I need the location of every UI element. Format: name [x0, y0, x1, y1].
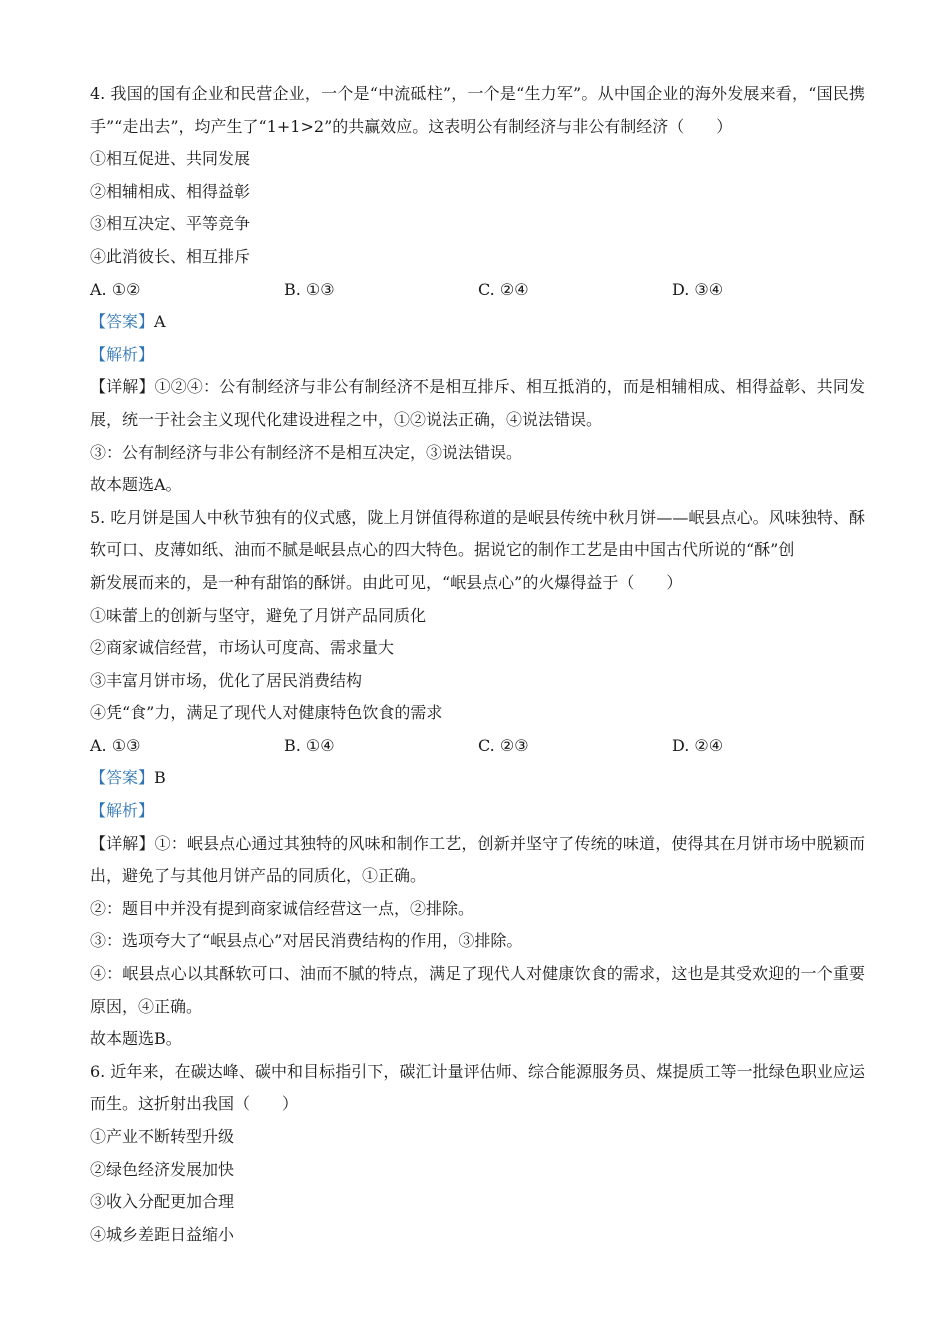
question-6-option-4: ④城乡差距日益缩小	[90, 1224, 235, 1244]
detail-tag: 【详解】	[90, 833, 155, 853]
document-page	[90, 78, 865, 1251]
question-5-option-4: ④凭“食”力，满足了现代人对健康特色饮食的需求	[90, 703, 443, 723]
question-4-option-4: ④此消彼长、相互排斥	[90, 246, 251, 266]
question-5-answer	[90, 762, 865, 795]
question-5-detail-2: ②：题目中并没有提到商家诚信经营这一点，②排除。	[90, 898, 475, 918]
detail-tag: 【详解】	[90, 377, 155, 397]
question-4-conclusion: 故本题选A。	[90, 475, 182, 495]
question-6-stem: 6. 近年来，在碳达峰、碳中和目标指引下，碳汇计量评估师、综合能源服务员、煤提质工等一批绿色职业应运而生。这折射出我国（ ）	[90, 1061, 865, 1114]
question-4-option-3: ③相互决定、平等竞争	[90, 214, 251, 234]
question-5-detail-1	[90, 828, 865, 893]
question-5-analysis-tag: 【解析】	[90, 801, 155, 821]
question-4-option-1: ①相互促进、共同发展	[90, 149, 251, 169]
question-5-option-1: ①味蕾上的创新与坚守，避免了月饼产品同质化	[90, 605, 427, 625]
question-6-option-3: ③收入分配更加合理	[90, 1192, 235, 1212]
question-4-choice-b: B. ①③	[284, 279, 335, 299]
question-5-option-3: ③丰富月饼市场，优化了居民消费结构	[90, 670, 363, 690]
answer-tag: 【答案】	[90, 768, 155, 788]
question-5-conclusion: 故本题选B。	[90, 1029, 182, 1049]
question-5-choice-b: B. ①④	[284, 735, 335, 755]
question-4-detail-2: ③：公有制经济与非公有制经济不是相互决定，③说法错误。	[90, 442, 523, 462]
question-4-choices	[90, 274, 865, 307]
question-4-answer	[90, 306, 865, 339]
question-5-detail-3: ③：选项夸大了“岷县点心”对居民消费结构的作用，③排除。	[90, 931, 523, 951]
question-4-choice-a: A. ①②	[90, 279, 141, 299]
question-6-option-1: ①产业不断转型升级	[90, 1127, 235, 1146]
question-4-detail-1	[90, 371, 865, 436]
question-6-option-2: ②绿色经济发展加快	[90, 1159, 235, 1179]
question-4-choice-d: D. ③④	[672, 279, 724, 299]
detail-text: ①：岷县点心通过其独特的风味和制作工艺，创新并坚守了传统的味道，使得其在月饼市场中脱颖而出，避免了与其他月饼产品的同质化，①正确。	[90, 833, 865, 886]
question-4-option-2: ②相辅相成、相得益彰	[90, 181, 251, 201]
question-4-analysis-tag: 【解析】	[90, 344, 155, 364]
answer-tag: 【答案】	[90, 312, 155, 332]
question-5-choice-d: D. ②④	[672, 735, 724, 755]
question-4-choice-c: C. ②④	[478, 279, 529, 299]
detail-text: ①②④：公有制经济与非公有制经济不是相互排斥、相互抵消的，而是相辅相成、相得益彰、共同发展，统一于社会主义现代化建设进程之中，①②说法正确，④说法错误。	[90, 377, 865, 429]
question-5-choices	[90, 730, 865, 763]
question-5-choice-c: C. ②③	[478, 735, 529, 755]
question-5-detail-4: ④：岷县点心以其酥软可口、油而不腻的特点，满足了现代人对健康饮食的需求，这也是其受欢迎的一个重要原因，④正确。	[90, 964, 865, 1016]
question-5-choice-a: A. ①③	[90, 735, 141, 755]
question-5-stem-part-1: 5. 吃月饼是国人中秋节独有的仪式感，陇上月饼值得称道的是岷县传统中秋月饼——岷县点心。风味独特、酥软可口、皮薄如纸、油而不腻是岷县点心的四大特色。据说它的制作工艺是由中国古代所说的“酥”创	[90, 507, 865, 560]
question-5-stem-part-2: 新发展而来的，是一种有甜馅的酥饼。由此可见，“岷县点心”的火爆得益于（ ）	[90, 572, 683, 592]
answer-value: B	[154, 768, 166, 788]
question-4-stem: 4. 我国的国有企业和民营企业，一个是“中流砥柱”，一个是“生力军”。从中国企业的海外发展来看，“国民携手”“走出去”，均产生了“1+1>2”的共赢效应。这表明公有制经济与非公有制经济（ ）	[90, 84, 865, 136]
question-5-option-2: ②商家诚信经营，市场认可度高、需求量大	[90, 638, 395, 658]
answer-value: A	[154, 312, 166, 332]
